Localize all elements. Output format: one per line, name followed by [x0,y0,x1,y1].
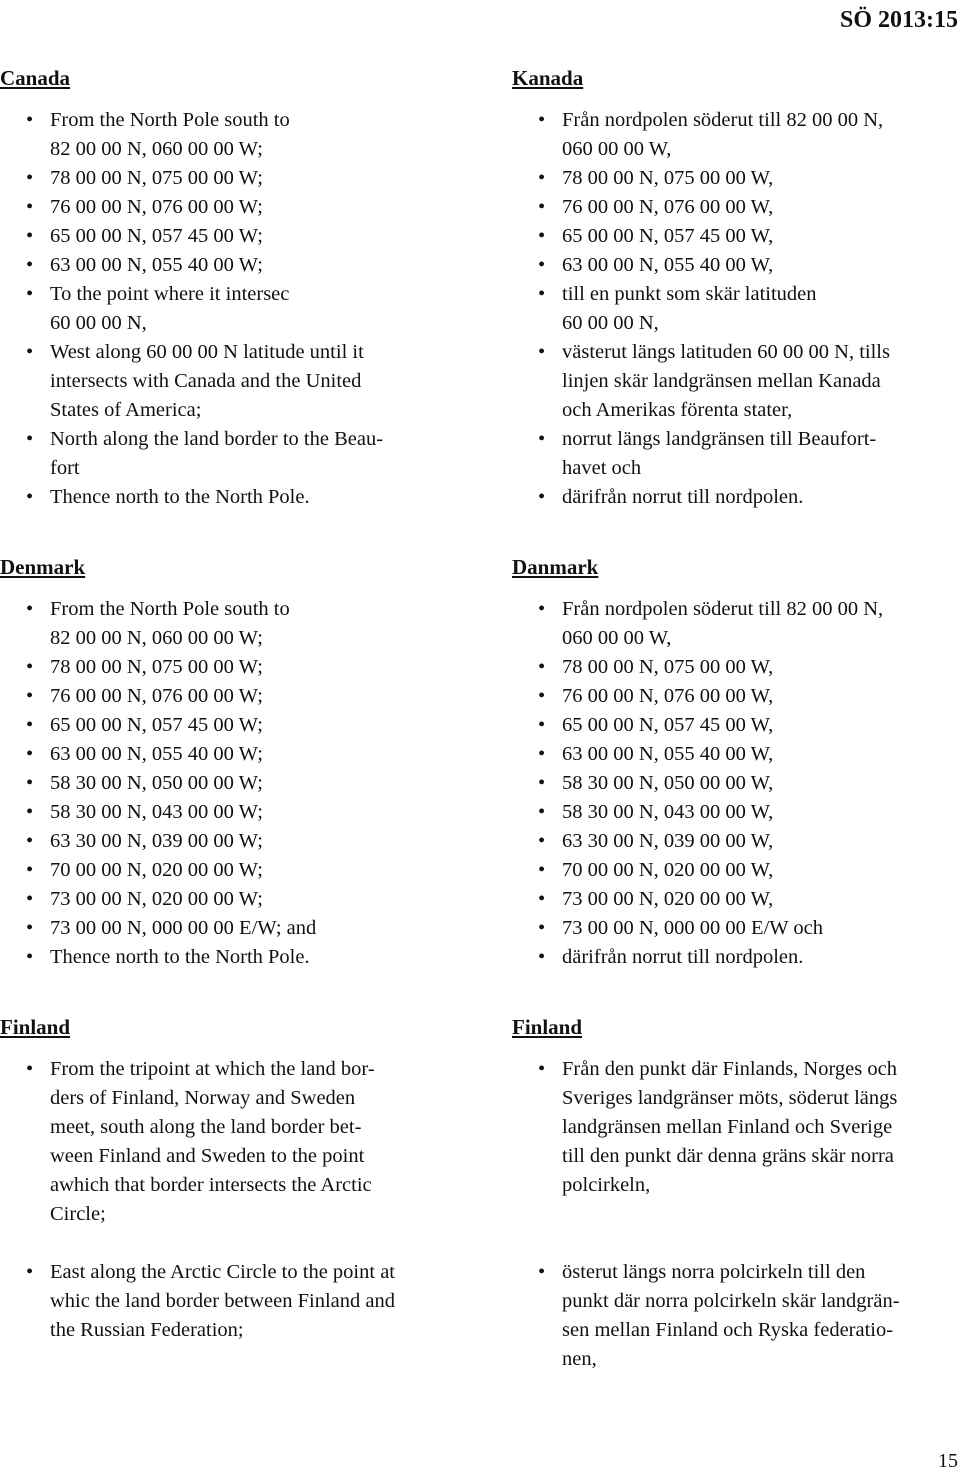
list-item: • Thence north to the North Pole. [26,943,452,972]
section-heading: Finland [0,1015,71,1039]
item-list [538,1055,960,1374]
list-item: • From the North Pole south to 82 00 00 N, 060 00 00 W; [26,595,452,653]
list-item: • 65 00 00 N, 057 45 00 W, [538,711,960,740]
item-list [26,106,452,512]
list-item: • 58 30 00 N, 050 00 00 W, [538,769,960,798]
list-item: • 70 00 00 N, 020 00 00 W, [538,856,960,885]
list-item: • 65 00 00 N, 057 45 00 W; [26,711,452,740]
list-item: • From the North Pole south to 82 00 00 N, 060 00 00 W; [26,106,452,164]
list-item: • Från nordpolen söderut till 82 00 00 N, 060 00 00 W, [538,106,960,164]
list-item: • Thence north to the North Pole. [26,483,452,512]
list-item: • 63 00 00 N, 055 40 00 W, [538,251,960,280]
list-item: • 58 30 00 N, 043 00 00 W; [26,798,452,827]
item-list [26,595,452,972]
section-heading: Canada [0,66,71,90]
list-item: • East along the Arctic Circle to the point at whic the land border between Finland and the Russian Federation; [26,1258,452,1345]
list-item: • norrut längs landgränsen till Beaufort- havet och [538,425,960,483]
list-item: • 76 00 00 N, 076 00 00 W, [538,193,960,222]
list-item: • 63 00 00 N, 055 40 00 W, [538,740,960,769]
section-heading: Danmark [512,555,599,579]
list-item: • därifrån norrut till nordpolen. [538,943,960,972]
list-item: • 76 00 00 N, 076 00 00 W; [26,193,452,222]
page-number: 15 [938,1450,958,1472]
list-item: • 76 00 00 N, 076 00 00 W; [26,682,452,711]
list-item: • Från nordpolen söderut till 82 00 00 N, 060 00 00 W, [538,595,960,653]
list-item: • västerut längs latituden 60 00 00 N, tills linjen skär landgränsen mellan Kanada och Amerikas förenta stater, [538,338,960,425]
list-item: • 78 00 00 N, 075 00 00 W; [26,164,452,193]
list-item: • därifrån norrut till nordpolen. [538,483,960,512]
list-item: • 73 00 00 N, 020 00 00 W, [538,885,960,914]
list-item: • 63 30 00 N, 039 00 00 W; [26,827,452,856]
list-item: • Från den punkt där Finlands, Norges och Sveriges landgränser möts, söderut längs landgränsen mellan Finland och Sverige till den punkt där denna gräns skär norra polcirkeln, [538,1055,960,1200]
list-item: • 78 00 00 N, 075 00 00 W; [26,653,452,682]
document-code: SÖ 2013:15 [839,7,958,33]
list-item: • 73 00 00 N, 020 00 00 W; [26,885,452,914]
list-item: • 78 00 00 N, 075 00 00 W, [538,164,960,193]
list-item: • To the point where it intersec 60 00 00 N, [26,280,452,338]
list-item: • 63 00 00 N, 055 40 00 W; [26,740,452,769]
list-item: • From the tripoint at which the land bor- ders of Finland, Norway and Sweden meet, south along the land border bet- ween Finland and Sweden to the point awhich that border intersects the Arctic Circle; [26,1055,452,1229]
section-heading: Finland [512,1015,583,1039]
section-heading: Kanada [512,66,584,90]
list-item: • 70 00 00 N, 020 00 00 W; [26,856,452,885]
list-item: • 76 00 00 N, 076 00 00 W, [538,682,960,711]
list-item: • 73 00 00 N, 000 00 00 E/W och [538,914,960,943]
list-item: • 65 00 00 N, 057 45 00 W, [538,222,960,251]
section-heading: Denmark [0,555,86,579]
list-item: • 63 00 00 N, 055 40 00 W; [26,251,452,280]
list-item: • österut längs norra polcirkeln till den punkt där norra polcirkeln skär landgrän- sen mellan Finland och Ryska federatio- nen, [538,1258,960,1374]
list-item: • 63 30 00 N, 039 00 00 W, [538,827,960,856]
list-item: • 58 30 00 N, 050 00 00 W; [26,769,452,798]
list-item: • 58 30 00 N, 043 00 00 W, [538,798,960,827]
list-item: • West along 60 00 00 N latitude until it intersects with Canada and the United States of America; [26,338,452,425]
list-item: • till en punkt som skär latituden 60 00 00 N, [538,280,960,338]
list-item: • 73 00 00 N, 000 00 00 E/W; and [26,914,452,943]
list-item: • 65 00 00 N, 057 45 00 W; [26,222,452,251]
list-item: • North along the land border to the Beau- fort [26,425,452,483]
item-list [26,1055,452,1345]
item-list [538,106,960,512]
list-item: • 78 00 00 N, 075 00 00 W, [538,653,960,682]
item-list [538,595,960,972]
